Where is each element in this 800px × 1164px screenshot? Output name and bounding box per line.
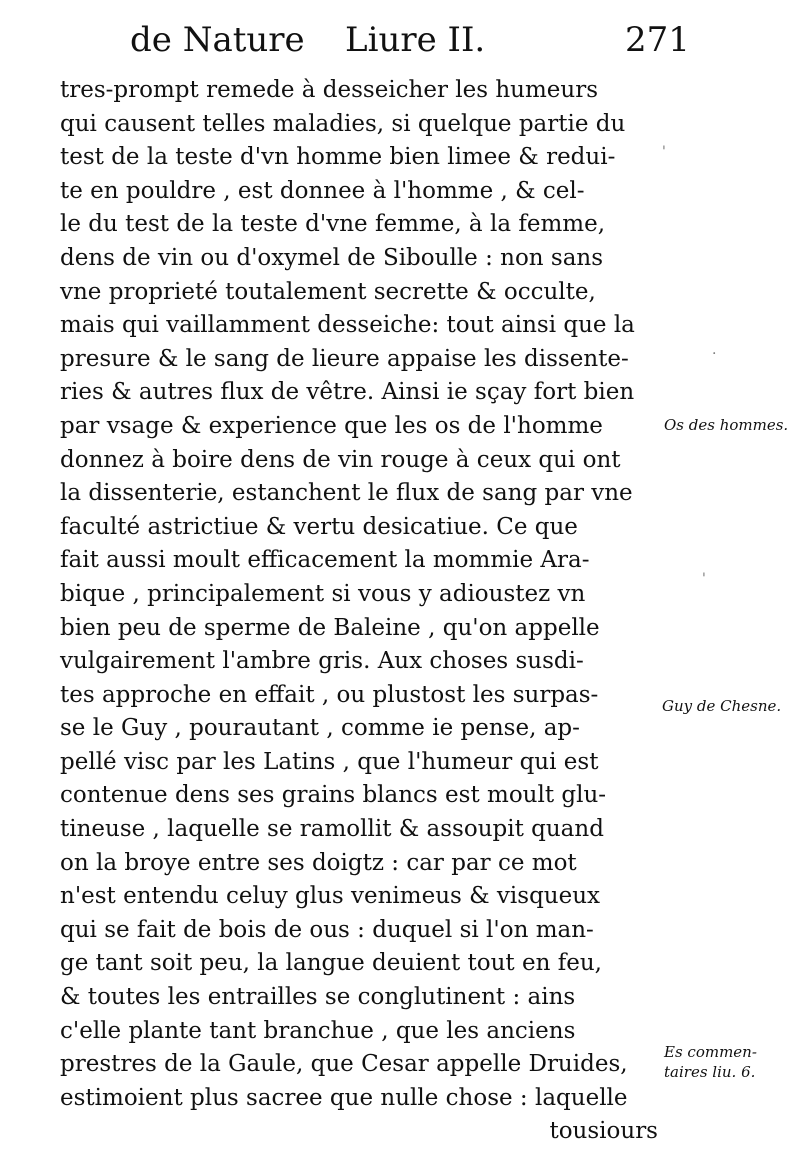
text-line: fait aussi moult efficacement la mommie Ara- [60, 547, 590, 574]
text-line: par vsage & experience que les os de l'homme [60, 412, 603, 439]
text-line: presure & le sang de lieure appaise les dissente- [60, 345, 629, 372]
text-line: qui se fait de bois de ous : duquel si l'on man- [60, 916, 594, 943]
margin-note-line: Es commen- [664, 1043, 757, 1061]
text-line: prestres de la Gaule, que Cesar appelle Druides, [60, 1051, 628, 1078]
text-line: le du test de la teste d'vne femme, à la femme, [60, 211, 606, 238]
text-line: n'est entendu celuy glus venimeus & visqueux [60, 883, 601, 910]
margin-note-commentaries [664, 1042, 757, 1082]
text-line: pellé visc par les Latins , que l'humeur qui est [60, 748, 599, 775]
text-line: estimoient plus sacree que nulle chose : laquelle [60, 1084, 628, 1111]
text-line: tres-prompt remede à desseicher les humeurs [60, 77, 599, 103]
margin-note-mistletoe: Guy de Chesne. [662, 697, 782, 715]
text-line: te en pouldre , est donnee à l'homme , & cel- [60, 177, 585, 204]
text-line: c'elle plante tant branchue , que les anciens [60, 1017, 576, 1044]
page-number: 271 [625, 20, 690, 60]
text-line: on la broye entre ses doigtz : car par ce mot [60, 849, 577, 876]
text-line: & toutes les entrailles se conglutinent : ains [60, 984, 576, 1011]
text-line: contenue dens ses grains blancs est moult glu- [60, 782, 607, 809]
text-line: test de la teste d'vn homme bien limee & redui- [60, 144, 616, 171]
text-line: bien peu de sperme de Baleine , qu'on appelle [60, 614, 600, 641]
ink-speck: ' [662, 144, 666, 160]
text-line: vne proprieté toutalement secrette & occulte, [60, 278, 596, 305]
text-line: la dissenterie, estanchent le flux de sang par vne [60, 480, 633, 507]
running-header [130, 14, 690, 66]
text-line: donnez à boire dens de vin rouge à ceux qui ont [60, 446, 621, 473]
text-line: se le Guy , pourautant , comme ie pense, ap- [60, 715, 580, 742]
text-line: bique , principalement si vous y adioustez vn [60, 580, 586, 607]
text-line: ries & autres flux de vêtre. Ainsi ie sçay fort bien [60, 379, 635, 406]
margin-note-line: taires liu. 6. [664, 1063, 756, 1081]
text-line: qui causent telles maladies, si quelque partie du [60, 110, 626, 137]
text-line: tes approche en effait , ou plustost les surpas- [60, 681, 599, 708]
margin-note-bones: Os des hommes. [664, 416, 789, 434]
text-line: dens de vin ou d'oxymel de Siboulle : non sans [60, 244, 604, 271]
running-title: de Nature [130, 20, 305, 60]
ink-speck: ' [702, 571, 706, 587]
catchword: tousiours [549, 1118, 658, 1145]
text-line: ge tant soit peu, la langue deuient tout en feu, [60, 950, 602, 977]
text-line: mais qui vaillamment desseiche: tout ainsi que la [60, 312, 635, 339]
text-line: vulgairement l'ambre gris. Aux choses susdi- [60, 648, 584, 675]
book-number: Liure II. [345, 20, 486, 60]
text-line: faculté astrictiue & vertu desicatiue. Ce que [60, 513, 578, 540]
ink-speck: · [712, 346, 717, 362]
text-line: tineuse , laquelle se ramollit & assoupit quand [60, 816, 604, 843]
body-text [60, 74, 658, 1149]
